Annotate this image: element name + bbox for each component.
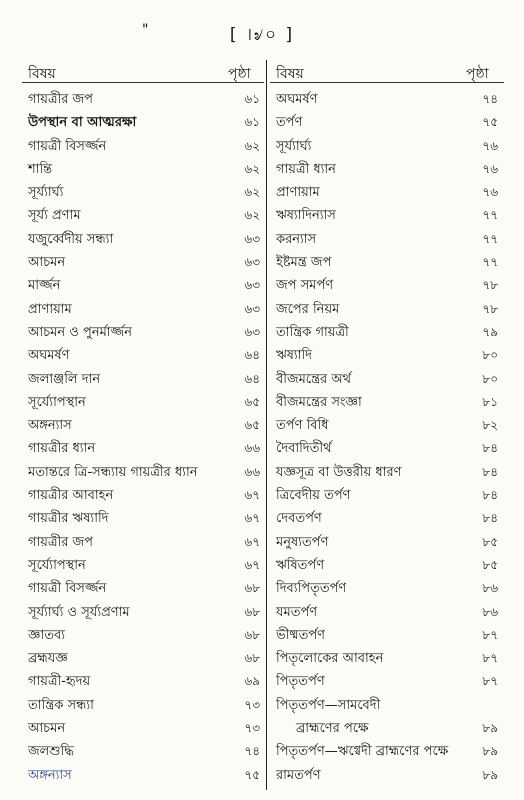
toc-entry: [276, 391, 498, 414]
left-header-rule: [22, 82, 264, 83]
toc-entry-page: ৮৫: [482, 534, 498, 549]
toc-entry: [28, 484, 260, 507]
toc-entry-page: ৬৩: [244, 255, 260, 270]
toc-entry-page: ৬৫: [244, 394, 260, 409]
toc-entry-page: ৬৮: [244, 604, 260, 619]
toc-entry-page: ৭৯: [482, 324, 498, 339]
toc-entry-page: ৭৬: [482, 161, 498, 176]
toc-entry-page: ৬৭: [244, 557, 260, 572]
toc-entry-title: প্রাণায়াম: [276, 185, 320, 201]
left-subject-heading: বিষয়: [28, 66, 56, 82]
toc-entry-page: ৭৮: [482, 301, 498, 316]
toc-entry-page: ৮৯: [482, 744, 498, 759]
toc-entry-page: ৮৪: [482, 464, 498, 479]
toc-entry-title: গায়ত্রী ধ্যান: [276, 161, 336, 177]
toc-entry-title: দৈবাদিতীর্থ: [276, 441, 332, 457]
toc-entry-title: ইষ্টমন্ত্র জপ: [276, 255, 332, 271]
toc-entry: [28, 694, 260, 717]
toc-entry: [28, 437, 260, 460]
toc-entry: [276, 694, 498, 717]
toc-entry: [28, 368, 260, 391]
toc-entry: [276, 764, 498, 787]
toc-entry-title: পিতৃতর্পণ: [276, 674, 325, 690]
toc-entry-page: ৭৬: [482, 138, 498, 153]
toc-entry: [276, 181, 498, 204]
toc-entry-page: ৬৮: [244, 651, 260, 666]
toc-entry-page: ৮০: [482, 348, 498, 363]
toc-entry: [276, 624, 498, 647]
toc-entry-page: ৮৭: [482, 627, 498, 642]
toc-entry-title: জপ সমর্পণ: [276, 278, 334, 294]
toc-entry: [276, 204, 498, 227]
toc-entry-page: ৭৩: [244, 697, 260, 712]
toc-entry: [276, 647, 498, 670]
toc-entry-page: ৮১: [482, 394, 498, 409]
toc-entry-title: যজ্ঞসূত্র বা উত্তরীয় ধারণ: [276, 464, 402, 480]
toc-entry-title: আচমন: [28, 255, 66, 271]
toc-entry: [276, 274, 498, 297]
toc-entry-page: ৭৫: [482, 115, 498, 130]
toc-entry-title: আচমন: [28, 721, 66, 737]
toc-entry-page: ৬২: [244, 161, 260, 176]
toc-entry-title: জপের নিয়ম: [276, 301, 340, 317]
toc-entry: [276, 461, 498, 484]
toc-entry: [28, 624, 260, 647]
toc-entry-title: গায়ত্রীর জপ: [28, 92, 93, 107]
toc-entry-page: ৬২: [244, 208, 260, 223]
toc-entry: [28, 391, 260, 414]
left-toc-column: [28, 88, 260, 787]
toc-entry-page: ৬৩: [244, 231, 260, 246]
toc-entry-page: ৭৮: [482, 278, 498, 293]
toc-entry-title: যজুর্ব্বেদীয় সন্ধ্যা: [28, 231, 114, 247]
page-number: [ ।৶০ ]: [229, 25, 295, 45]
toc-entry-title: ব্রাহ্মণের পক্ষে: [296, 721, 369, 737]
toc-entry-page: ৭৭: [482, 208, 498, 223]
toc-entry-page: ৭৪: [244, 744, 260, 759]
toc-entry-title: জ্ঞাতব্য: [28, 627, 65, 643]
toc-entry: [28, 135, 260, 158]
toc-entry: [28, 647, 260, 670]
toc-entry-page: ৬৬: [244, 464, 260, 479]
toc-entry: [28, 717, 260, 740]
toc-entry-title: তর্পণ বিধি: [276, 418, 329, 434]
toc-entry-title: মার্জ্জন: [28, 278, 61, 294]
toc-entry: [276, 740, 498, 763]
toc-entry-page: ৬২: [244, 138, 260, 153]
toc-entry-title: সূর্য্যার্ঘ্য ও সূর্য্যপ্রণাম: [28, 604, 130, 620]
toc-entry: [28, 670, 260, 693]
quote-mark: ": [142, 22, 149, 38]
toc-entry: [276, 88, 498, 111]
right-subject-heading: বিষয়: [276, 66, 304, 82]
toc-entry: [28, 274, 260, 297]
toc-entry-title: সূর্য্যোপস্থান: [28, 394, 86, 410]
toc-entry-title: ব্রহ্মযজ্ঞ: [28, 651, 68, 667]
toc-entry-page: ৬৩: [244, 278, 260, 293]
toc-entry-page: ৮০: [482, 371, 498, 386]
toc-entry: [276, 437, 498, 460]
toc-entry: [276, 554, 498, 577]
toc-entry: [276, 507, 498, 530]
toc-entry-title: ত্রিবেদীয় তর্পণ: [276, 488, 351, 504]
toc-entry: [276, 601, 498, 624]
toc-entry: [276, 484, 498, 507]
toc-entry-page: ৬৭: [244, 488, 260, 503]
toc-entry-page: ৬৪: [244, 371, 260, 386]
toc-entry-title: মনুষ্যতর্পণ: [276, 534, 329, 550]
toc-entry-title: সূর্য্যার্ঘ্য: [276, 138, 312, 154]
toc-entry-page: ৬৪: [244, 348, 260, 363]
toc-entry: [28, 601, 260, 624]
toc-entry: [276, 670, 498, 693]
toc-entry-page: ৬৩: [244, 324, 260, 339]
toc-entry-title: গায়ত্রীর জপ: [28, 534, 93, 550]
toc-entry-title: সূর্য্য প্রণাম: [28, 208, 81, 224]
toc-entry-title: গায়ত্রীর আবাহন: [28, 488, 114, 504]
toc-entry-title: অঘমর্ষণ: [28, 348, 70, 364]
toc-entry-title: বীজমন্ত্রের সংজ্ঞা: [276, 394, 362, 410]
toc-entry-title: ভীষ্মতর্পণ: [276, 627, 326, 643]
toc-entry-title: শান্তি: [28, 161, 53, 177]
toc-entry-title: দিব্যপিতৃতর্পণ: [276, 581, 347, 597]
toc-entry: [276, 368, 498, 391]
toc-entry: [28, 298, 260, 321]
toc-entry-page: ৮৯: [482, 721, 498, 736]
toc-entry: [276, 344, 498, 367]
toc-entry: [28, 507, 260, 530]
toc-entry-title: রামতর্পণ: [276, 767, 321, 783]
toc-entry: [276, 321, 498, 344]
toc-entry-title: মতান্তরে ত্রি-সন্ধ্যায় গায়ত্রীর ধ্যান: [28, 464, 198, 480]
toc-entry-title: অঙ্গন্যাস: [28, 767, 72, 783]
toc-entry-title: গায়ত্রীর ধ্যান: [28, 441, 96, 457]
toc-entry-page: ৬৮: [244, 581, 260, 596]
toc-entry: [28, 414, 260, 437]
toc-entry-title: অঙ্গন্যাস: [28, 418, 72, 434]
toc-entry: [28, 554, 260, 577]
toc-entry-title: তান্ত্রিক সন্ধ্যা: [28, 697, 94, 713]
toc-entry: [28, 111, 260, 134]
toc-entry: [28, 344, 260, 367]
toc-entry-page: ৮৫: [482, 557, 498, 572]
toc-entry: [28, 158, 260, 181]
toc-entry-page: ৬৮: [244, 627, 260, 642]
toc-entry-title: গায়ত্রী বিসর্জ্জন: [28, 138, 107, 154]
toc-entry-title: দেবতর্পণ: [276, 511, 322, 527]
toc-entry-page: ৮৪: [482, 511, 498, 526]
toc-entry: [276, 414, 498, 437]
toc-entry-title: বীজমন্ত্রের অর্থ: [276, 371, 352, 387]
toc-entry-title: পিতৃতর্পণ—ঋগ্বেদী ব্রাহ্মণের পক্ষে: [276, 744, 449, 760]
toc-entry-title: ঋষ্যাদিন্যাস: [276, 208, 336, 224]
toc-entry-title: জলাঞ্জলি দান: [28, 371, 101, 387]
toc-entry: [276, 111, 498, 134]
toc-entry-page: ৬৫: [244, 418, 260, 433]
toc-entry-page: ৮৭: [482, 651, 498, 666]
toc-entry-title: তান্ত্রিক গায়ত্রী: [276, 324, 349, 340]
toc-entry: [28, 764, 260, 787]
toc-entry-page: ৬১: [244, 115, 260, 130]
toc-entry: [28, 88, 260, 111]
left-page-heading: পৃষ্ঠা: [228, 66, 251, 82]
column-divider: [266, 60, 267, 790]
toc-entry-title: উপস্থান বা আত্মরক্ষা: [28, 115, 137, 131]
toc-entry: [276, 135, 498, 158]
toc-entry: [276, 717, 498, 740]
toc-entry-title: গায়ত্রী-হৃদয়: [28, 674, 91, 690]
toc-entry-page: ৬৩: [244, 301, 260, 316]
toc-entry-page: ৭৬: [482, 185, 498, 200]
toc-entry-page: ৮৪: [482, 441, 498, 456]
toc-entry-page: ৬৬: [244, 441, 260, 456]
toc-entry-page: ৭৪: [482, 92, 498, 106]
toc-entry: [276, 251, 498, 274]
toc-entry: [28, 531, 260, 554]
toc-entry-title: করন্যাস: [276, 231, 317, 247]
toc-entry-page: ৬৯: [244, 674, 260, 689]
toc-entry-page: ৮৬: [482, 581, 498, 596]
toc-entry-page: ৬৭: [244, 534, 260, 549]
toc-entry-page: ৮৬: [482, 604, 498, 619]
toc-entry-page: ৮৪: [482, 488, 498, 503]
toc-entry-title: পিতৃলোকের আবাহন: [276, 651, 384, 667]
toc-entry-title: ঋষিতর্পণ: [276, 557, 325, 573]
toc-entry-page: ৭৭: [482, 231, 498, 246]
toc-entry: [276, 577, 498, 600]
toc-entry-title: যমতর্পণ: [276, 604, 318, 620]
toc-entry: [276, 298, 498, 321]
toc-entry: [276, 531, 498, 554]
toc-entry-title: সূর্য্যার্ঘ্য: [28, 185, 64, 201]
toc-entry: [276, 228, 498, 251]
toc-entry: [28, 577, 260, 600]
toc-entry: [276, 158, 498, 181]
toc-entry: [28, 181, 260, 204]
toc-entry: [28, 251, 260, 274]
toc-entry: [28, 461, 260, 484]
toc-entry-page: ৭৫: [244, 767, 260, 782]
toc-entry-page: ৮২: [482, 418, 498, 433]
toc-entry: [28, 740, 260, 763]
toc-entry-title: গায়ত্রী বিসর্জ্জন: [28, 581, 107, 597]
toc-entry-title: আচমন ও পুনর্মার্জ্জন: [28, 324, 132, 340]
toc-entry-title: জলশুদ্ধি: [28, 744, 74, 760]
right-header-rule: [270, 82, 504, 83]
toc-entry-title: ঋষ্যাদি: [276, 348, 313, 364]
toc-entry-title: পিতৃতর্পণ—সামবেদী: [276, 697, 381, 713]
toc-entry: [28, 321, 260, 344]
toc-entry-page: ৬২: [244, 185, 260, 200]
toc-entry-page: ৮৭: [482, 674, 498, 689]
toc-entry-page: ৭৭: [482, 255, 498, 270]
toc-entry: [28, 204, 260, 227]
toc-entry-title: গায়ত্রীর ঋষ্যাদি: [28, 511, 109, 527]
toc-entry-page: ৬১: [244, 92, 260, 106]
toc-entry-title: প্রাণায়াম: [28, 301, 72, 317]
right-page-heading: পৃষ্ঠা: [466, 66, 489, 82]
toc-entry-page: ৮৯: [482, 767, 498, 782]
toc-entry-title: তর্পণ: [276, 115, 303, 131]
toc-entry-title: অঘমর্ষণ: [276, 92, 318, 107]
right-toc-column: [276, 88, 498, 787]
toc-entry-page: ৭৩: [244, 721, 260, 736]
toc-entry: [28, 228, 260, 251]
toc-entry-page: ৬৭: [244, 511, 260, 526]
toc-entry-title: সূর্য্যোপস্থান: [28, 557, 86, 573]
